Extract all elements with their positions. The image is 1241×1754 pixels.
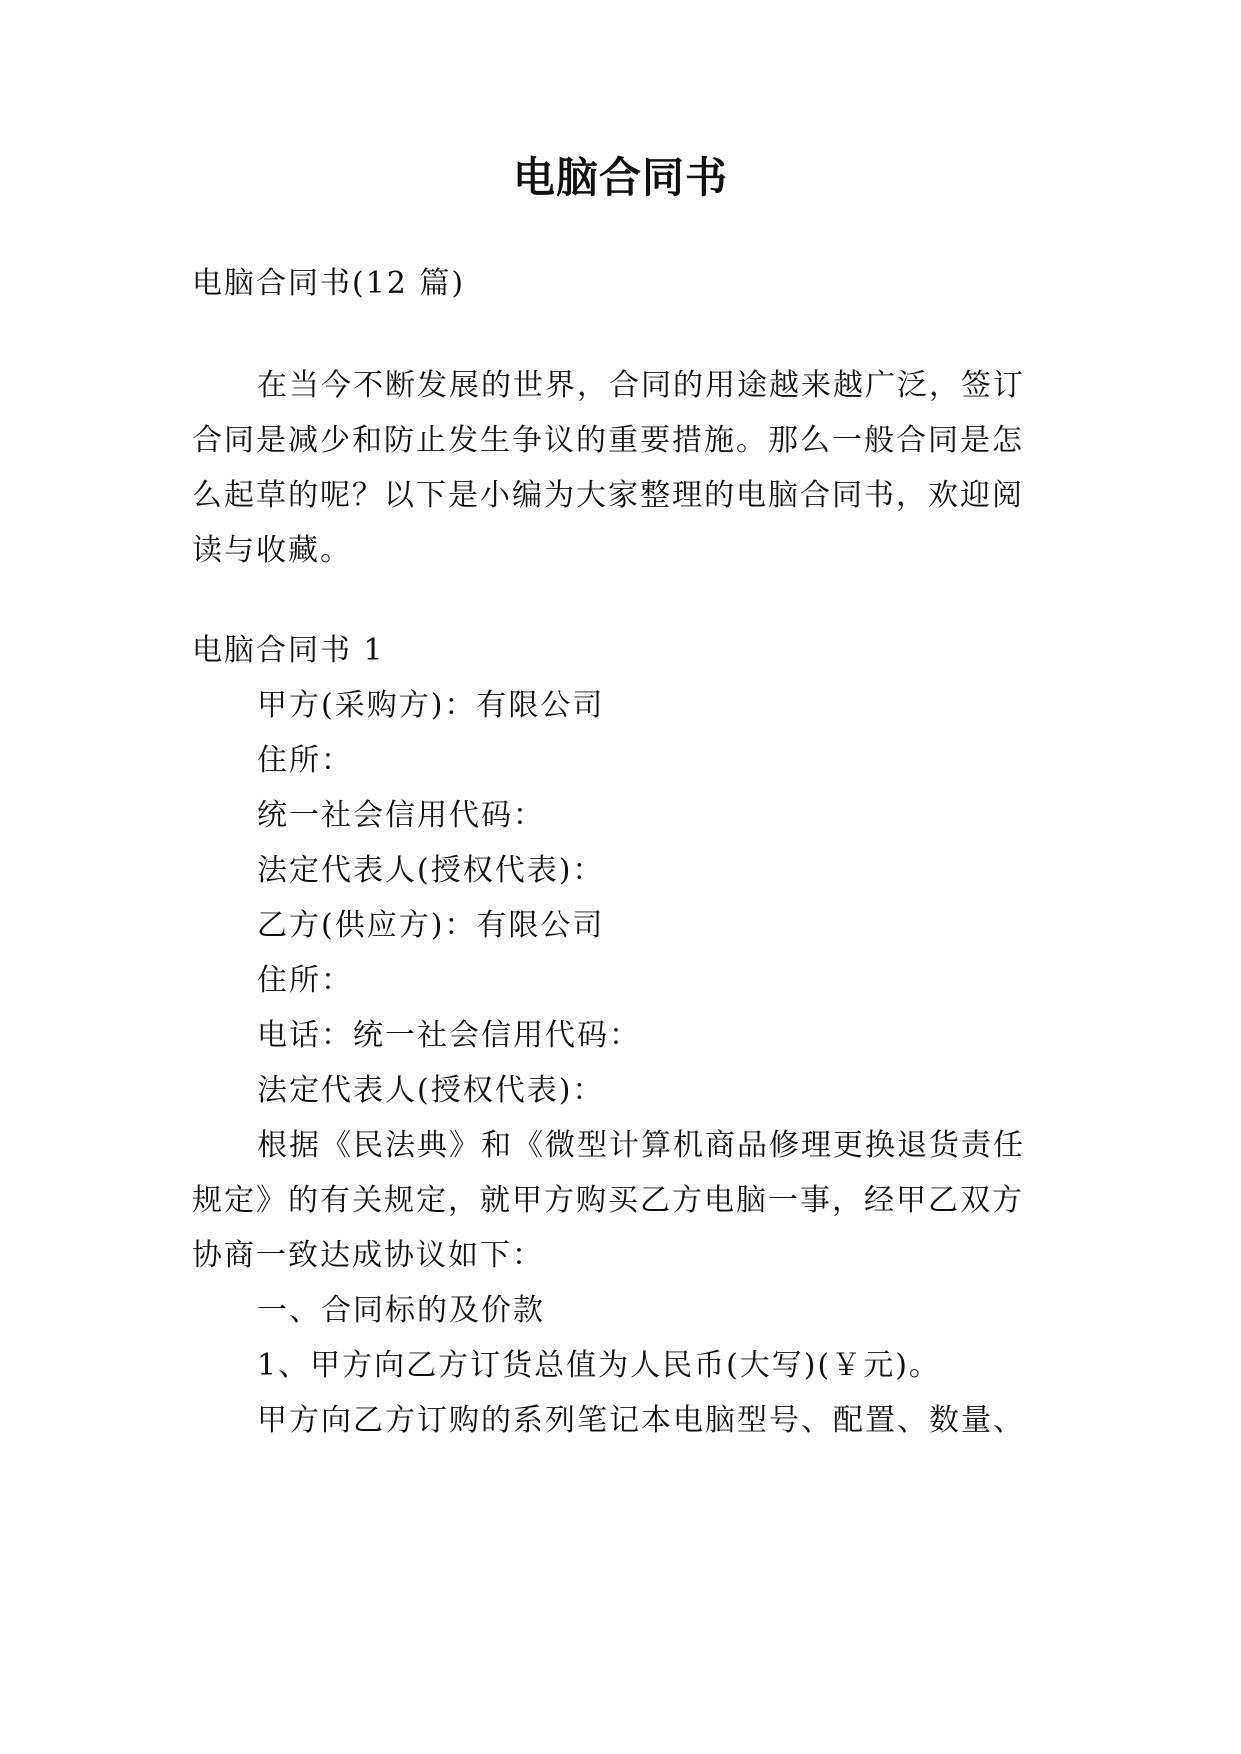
party-a-representative: 法定代表人(授权代表)： xyxy=(257,853,605,888)
intro-line-2: 合同是减少和防止发生争议的重要措施。那么一般合同是怎 xyxy=(192,423,1024,458)
intro-line-1: 在当今不断发展的世界，合同的用途越来越广泛，签订 xyxy=(257,368,1025,403)
party-a-line: 甲方(采购方)：有限公司 xyxy=(257,688,605,723)
clause-1-detail: 甲方向乙方订购的系列笔记本电脑型号、配置、数量、 xyxy=(257,1403,1025,1438)
intro-line-4: 读与收藏。 xyxy=(192,533,352,568)
basis-line-1: 根据《民法典》和《微型计算机商品修理更换退货责任 xyxy=(257,1128,1025,1163)
basis-line-2: 规定》的有关规定，就甲方购买乙方电脑一事，经甲乙双方 xyxy=(192,1183,1024,1218)
party-b-phone-credit-code: 电话：统一社会信用代码： xyxy=(257,1018,641,1053)
clause-1: 1、甲方向乙方订货总值为人民币(大写)(￥元)。 xyxy=(257,1348,941,1383)
section-heading: 电脑合同书 1 xyxy=(192,633,385,668)
intro-line-3: 么起草的呢？以下是小编为大家整理的电脑合同书，欢迎阅 xyxy=(192,478,1024,513)
party-b-line: 乙方(供应方)：有限公司 xyxy=(257,908,605,943)
party-b-address: 住所： xyxy=(257,963,353,998)
party-a-address: 住所： xyxy=(257,743,353,778)
document-title: 电脑合同书 xyxy=(512,153,728,202)
basis-line-3: 协商一致达成协议如下： xyxy=(192,1238,544,1273)
clause-heading: 一、合同标的及价款 xyxy=(257,1293,545,1328)
document-subtitle: 电脑合同书(12 篇) xyxy=(192,266,466,301)
party-a-credit-code: 统一社会信用代码： xyxy=(257,798,545,833)
party-b-representative: 法定代表人(授权代表)： xyxy=(257,1073,605,1108)
